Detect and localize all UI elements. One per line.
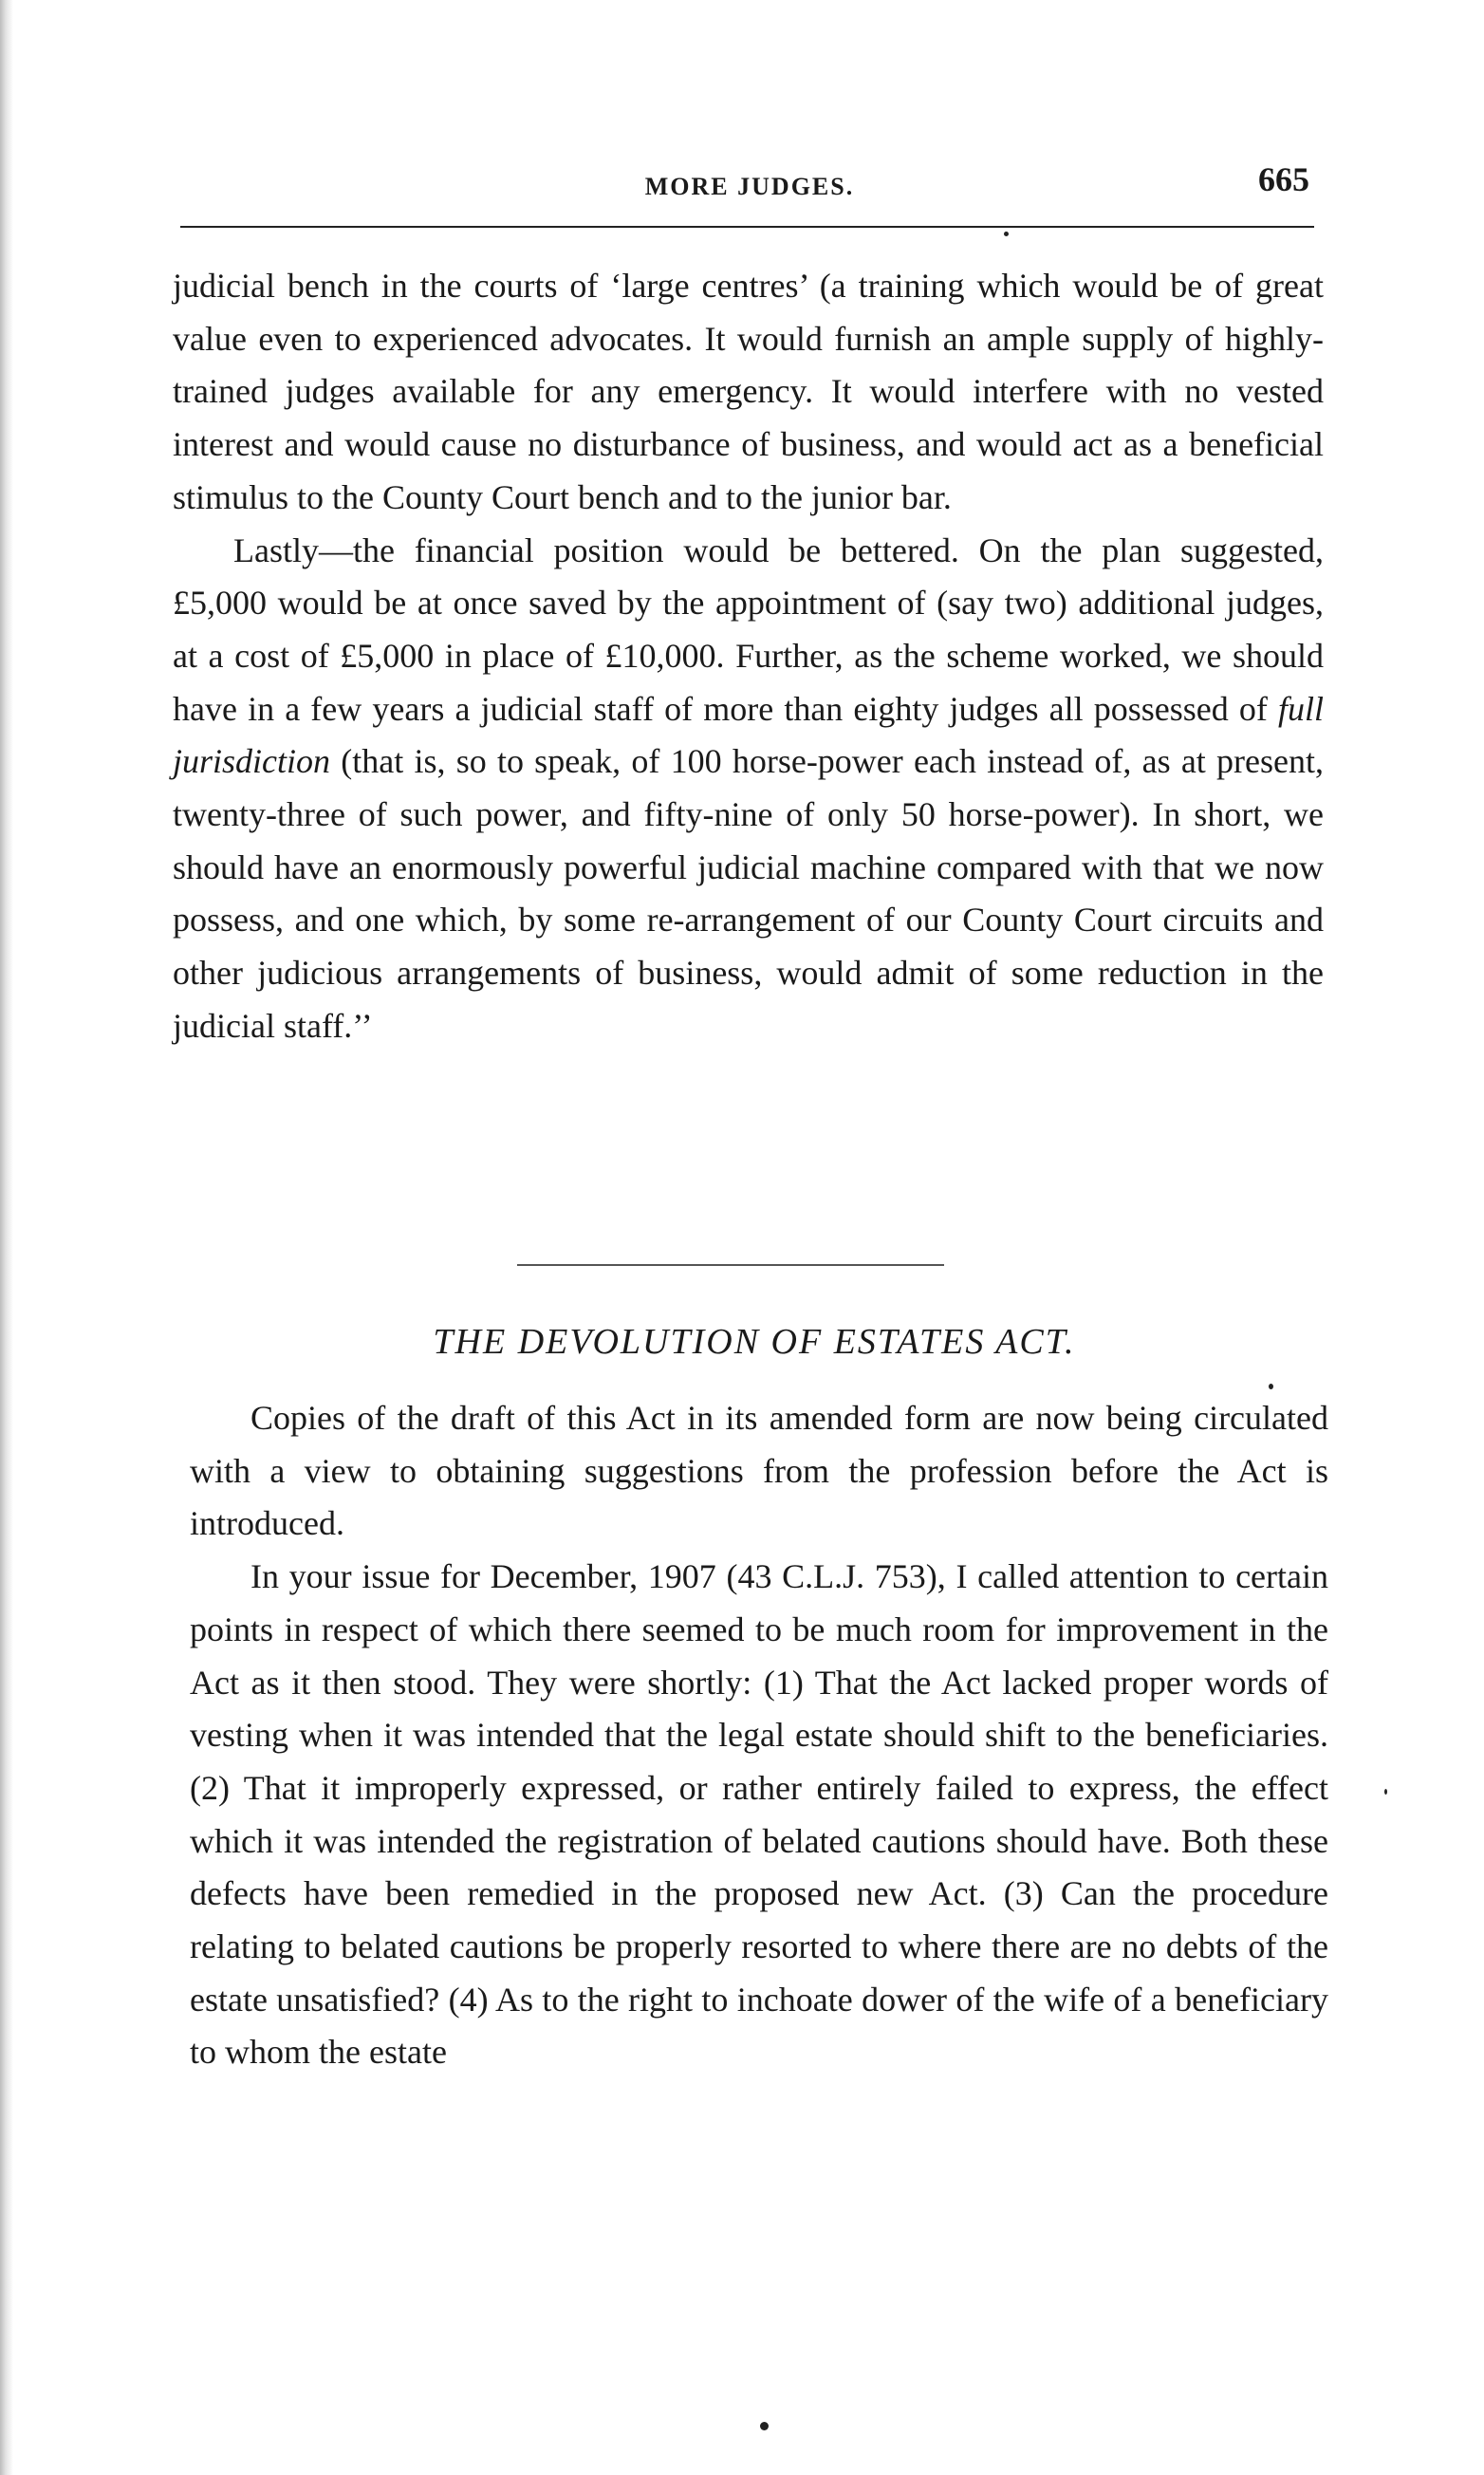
running-header bbox=[180, 159, 1319, 216]
ink-speck bbox=[760, 2422, 769, 2430]
ink-speck bbox=[1004, 232, 1009, 236]
paragraph-copies: Copies of the draft of this Act in its amended form are now being circulated with a view to obtaining suggestions from the profession before the Act is introduced. bbox=[190, 1399, 1328, 1543]
paragraph-continued: judicial bench in the courts of ‘large centres’ (a training which would be of great value even to experienced advocates. It would furnish an ample supply of highly-trained judges available for any emergency. It would interfere with no vested interest and would cause no disturbance of business, and would act as a beneficial stimulus to the County Court bench and to the junior bar. bbox=[173, 267, 1324, 516]
section-divider bbox=[517, 1264, 944, 1266]
lastly-text-end: (that is, so to speak, of 100 horse-power each instead of, as at present, twenty-three of such power, and fifty-nine of only 50 horse-power). In short, we should have an enormously powerful judicial machine compared with that we now possess, and one which, by some re-arrangement of our County Court circuits and other judicious arrangements of business, would admit of some reduction in the judicial staff.’’ bbox=[173, 742, 1324, 1045]
running-title: MORE JUDGES. bbox=[644, 173, 855, 200]
italic-phrase: full jurisdiction bbox=[173, 689, 1324, 781]
paragraph-lastly bbox=[173, 525, 1324, 1053]
ink-speck bbox=[1384, 1789, 1387, 1795]
paragraph-issue: In your issue for December, 1907 (43 C.L.J. 753), I called attention to certain points in respect of which there seemed to be much room for improvement in the Act as it then stood. They were shortly: (1) That the Act lacked proper words of vesting when it was intended that the legal estate should shift to the beneficiaries. (2) That it improperly expressed, or rather entirely failed to express, the effect which it was intended the registration of belated cautions should have. Both these defects have been remedied in the proposed new Act. (3) Can the procedure relating to belated cautions be properly resorted to where there are no debts of the estate unsatisfied? (4) As to the right to inchoate dower of the wife of a beneficiary to whom the estate bbox=[190, 1557, 1328, 2072]
header-rule bbox=[180, 226, 1314, 228]
section-body-text bbox=[190, 1392, 1328, 2079]
ink-speck bbox=[1269, 1384, 1273, 1389]
page-number: 665 bbox=[1258, 160, 1309, 198]
continued-article-text bbox=[173, 260, 1324, 1053]
section-heading: THE DEVOLUTION OF ESTATES ACT. bbox=[433, 1322, 1076, 1362]
page-binding-edge bbox=[0, 0, 13, 2475]
lastly-text-start: Lastly—the financial position would be bettered. On the plan suggested, £5,000 would be at once saved by the appointment of (say two) additional judges, at a cost of £5,000 in place of £10,000. Further, as the scheme worked, we should have in a few years a judicial staff of more than eighty judges all possessed of bbox=[173, 530, 1324, 728]
